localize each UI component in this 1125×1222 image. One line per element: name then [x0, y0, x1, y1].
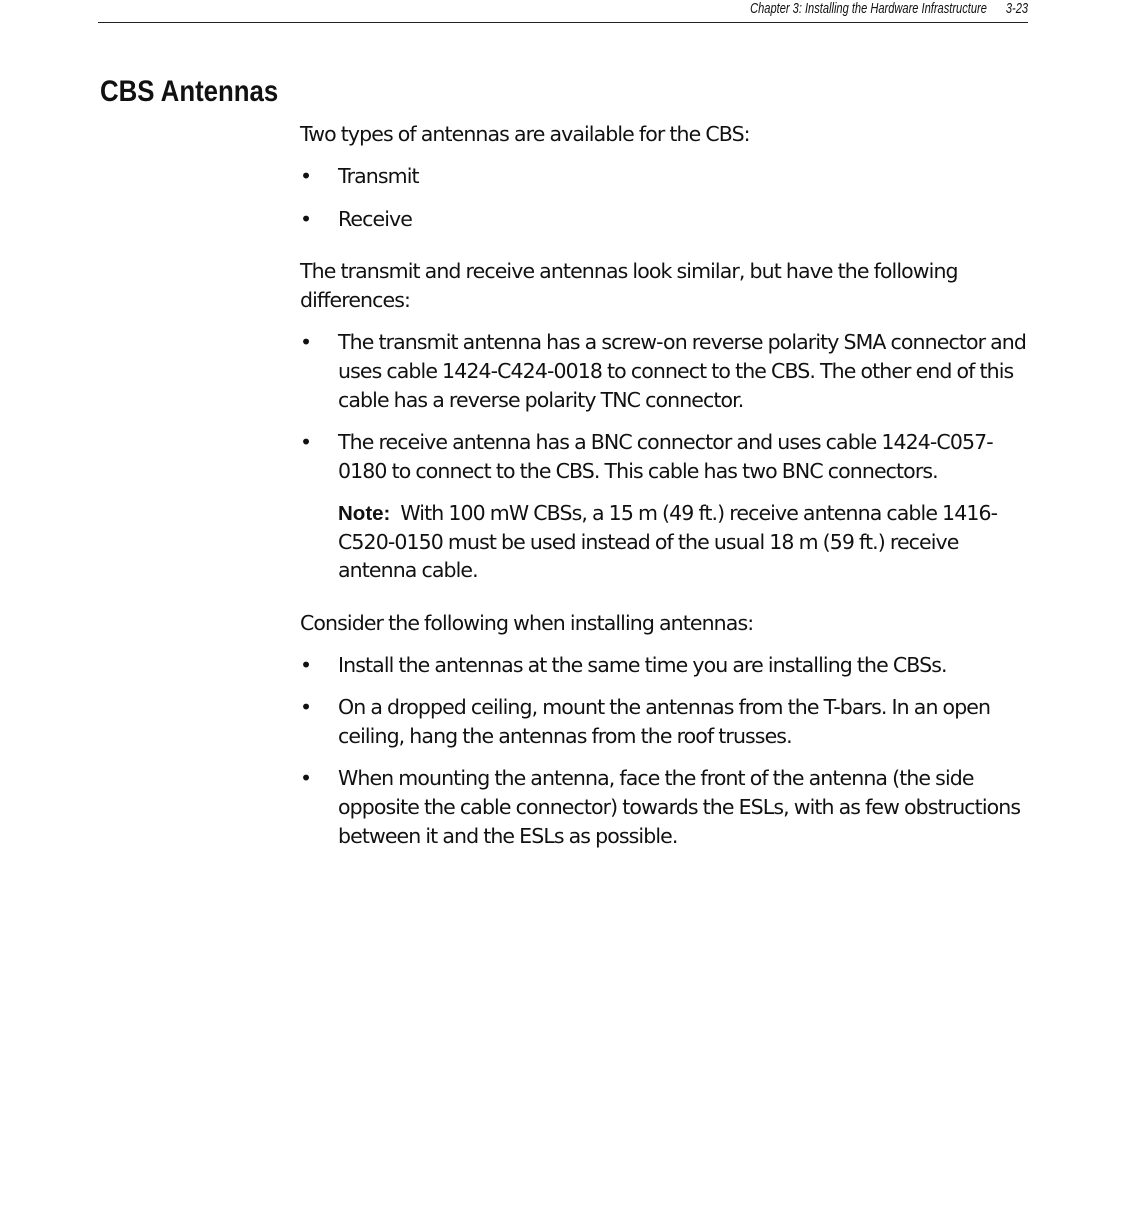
list-item: • On a dropped ceiling, mount the antennas from the T-bars. In an open ceiling, hang the antennas from the roof trusses. — [300, 693, 1030, 751]
installation-tips-list — [300, 651, 1030, 851]
body-column — [300, 120, 1030, 864]
header-page-number: 3-23 — [1005, 0, 1028, 17]
section-title: CBS Antennas — [100, 75, 279, 108]
list-item: • When mounting the antenna, face the front of the antenna (the side opposite the cable connector) towards the ESLs, with as few obstructions between it and the ESLs as possible. — [300, 764, 1030, 851]
note — [338, 499, 1030, 584]
list-item: • Install the antennas at the same time you are installing the CBSs. — [300, 651, 1030, 680]
running-header — [98, 0, 1028, 23]
list-item: • Receive — [300, 205, 1030, 234]
list-item: • The receive antenna has a BNC connector and uses cable 1424-C057-0180 to connect to the CBS. This cable has two BNC connectors. — [300, 428, 1030, 486]
note-label: Note: — [338, 502, 391, 525]
antenna-types-list — [300, 162, 1030, 234]
differences-intro: The transmit and receive antennas look similar, but have the following differences: — [300, 259, 958, 312]
antenna-types-intro: Two types of antennas are available for the CBS: — [300, 122, 750, 146]
note-text: With 100 mW CBSs, a 15 m (49 ft.) receive antenna cable 1416-C520-0150 must be used instead of the usual 18 m (59 ft.) receive antenna cable. — [338, 501, 998, 582]
installation-intro: Consider the following when installing antennas: — [300, 611, 754, 635]
list-item: • The transmit antenna has a screw-on reverse polarity SMA connector and uses cable 1424-C424-0018 to connect to the CBS. The other end of this cable has a reverse polarity TNC connector. — [300, 328, 1030, 415]
differences-list — [300, 328, 1030, 486]
list-item: • Transmit — [300, 162, 1030, 191]
header-chapter-title: Chapter 3: Installing the Hardware Infrastructure — [749, 0, 987, 17]
